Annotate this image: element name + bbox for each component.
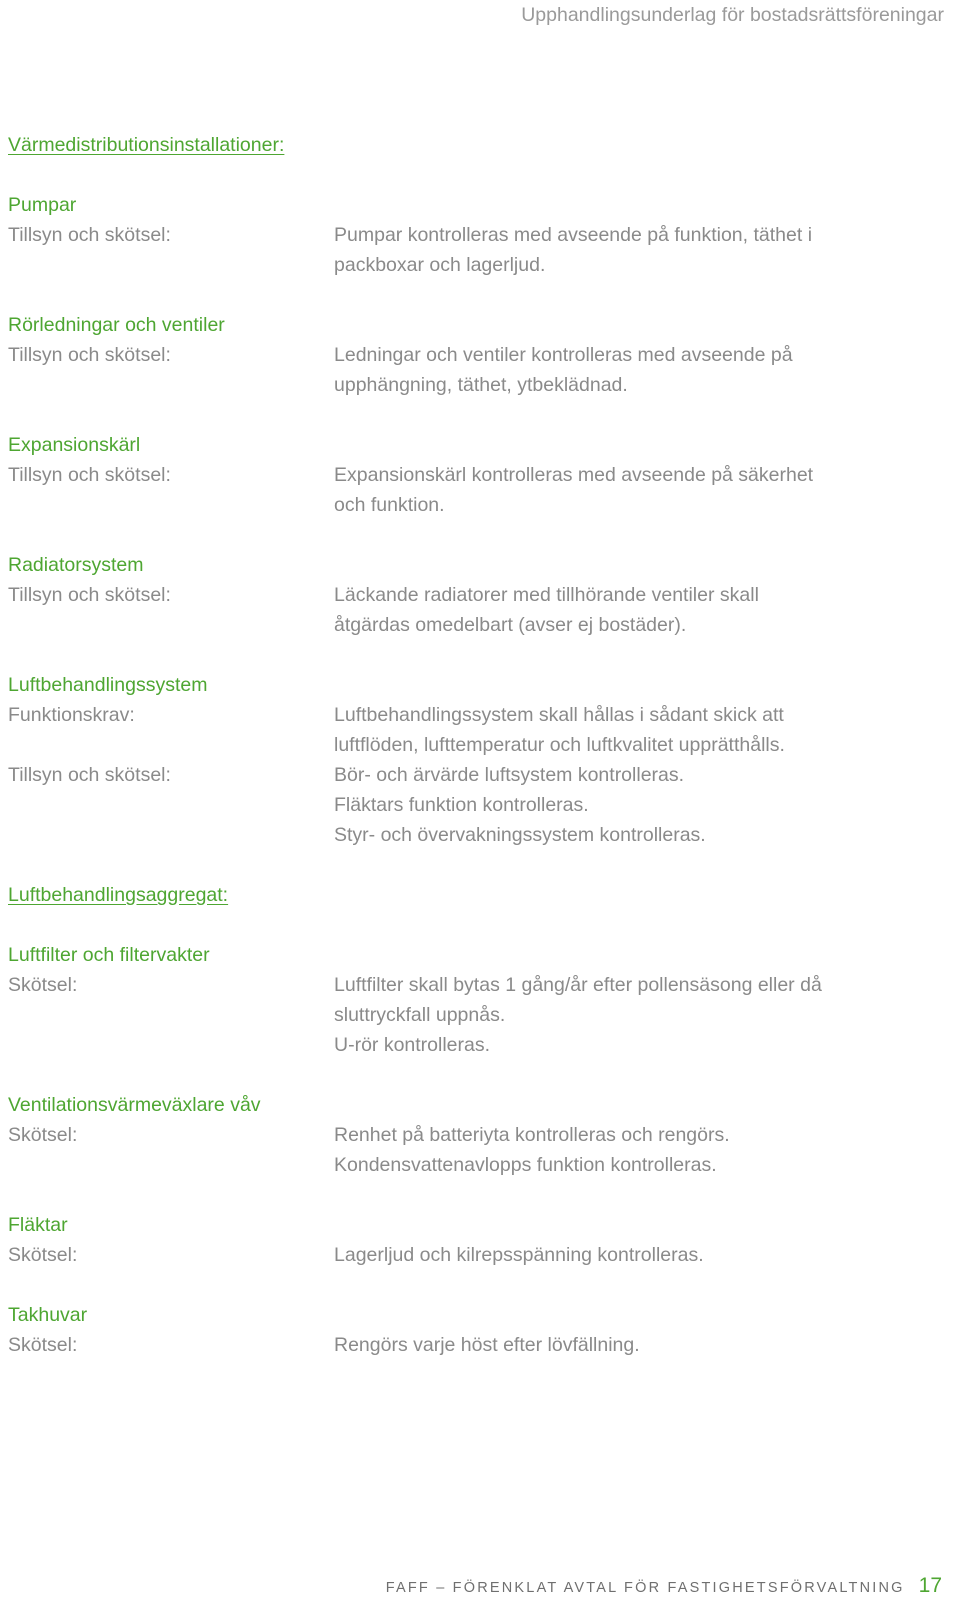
item-description — [334, 220, 874, 280]
item-label: Funktionskrav: — [8, 704, 135, 726]
item-name: Rörledningar och ventiler — [8, 314, 225, 336]
item-label: Tillsyn och skötsel: — [8, 584, 171, 606]
item-label: Skötsel: — [8, 1124, 78, 1146]
desc-line: Pumpar kontrolleras med avseende på funktion, täthet i — [334, 224, 813, 246]
item-label: Tillsyn och skötsel: — [8, 464, 171, 486]
item-name: Expansionskärl — [8, 434, 141, 456]
page-footer — [386, 1574, 942, 1598]
footer-text: FAFF – FÖRENKLAT AVTAL FÖR FASTIGHETSFÖRVALTNING — [385, 1580, 905, 1596]
item-label: Tillsyn och skötsel: — [8, 344, 171, 366]
item-luftbehandlingssystem — [8, 670, 908, 850]
item-name: Luftfilter och filtervakter — [8, 944, 210, 966]
desc-line: Expansionskärl kontrolleras med avseende på säkerhet — [334, 464, 814, 486]
section-title-varme: Värmedistributionsinstallationer: — [8, 134, 285, 156]
desc-line: Luftfilter skall bytas 1 gång/år efter pollensäsong eller då — [334, 974, 822, 996]
desc-line: Luftbehandlingssystem skall hållas i sådant skick att — [334, 704, 784, 726]
desc-line: Bör- och ärvärde luftsystem kontrolleras. — [334, 764, 685, 786]
page-header: Upphandlingsunderlag för bostadsrättsföreningar — [521, 4, 944, 26]
item-name: Radiatorsystem — [8, 554, 144, 576]
desc-line: luftflöden, lufttemperatur och luftkvalitet upprätthålls. — [334, 734, 785, 756]
item-description — [334, 460, 874, 520]
item-description — [334, 340, 874, 400]
item-label: Tillsyn och skötsel: — [8, 764, 171, 786]
item-luftfilter — [8, 940, 908, 1060]
item-description — [334, 580, 874, 640]
desc-line: packboxar och lagerljud. — [334, 254, 546, 276]
item-label: Tillsyn och skötsel: — [8, 224, 171, 246]
item-description — [334, 1330, 874, 1360]
item-name: Takhuvar — [8, 1304, 88, 1326]
item-label: Skötsel: — [8, 974, 78, 996]
item-description — [334, 970, 874, 1060]
item-expansionskarl — [8, 430, 908, 520]
item-takhuvar — [8, 1300, 908, 1360]
item-radiatorsystem — [8, 550, 908, 640]
desc-line: Kondensvattenavlopps funktion kontrolleras. — [334, 1154, 717, 1176]
item-name: Ventilationsvärmeväxlare våv — [8, 1094, 261, 1116]
item-rorledningar — [8, 310, 908, 400]
desc-line: åtgärdas omedelbart (avser ej bostäder). — [334, 614, 687, 636]
item-flaktar — [8, 1210, 908, 1270]
desc-line: Rengörs varje höst efter lövfällning. — [334, 1334, 640, 1356]
item-description — [334, 1240, 874, 1270]
item-name: Luftbehandlingssystem — [8, 674, 208, 696]
desc-line: U-rör kontrolleras. — [334, 1034, 491, 1056]
document-body — [8, 130, 908, 1390]
desc-line: sluttryckfall uppnås. — [334, 1004, 506, 1026]
desc-line: Styr- och övervakningssystem kontrolleras. — [334, 824, 706, 846]
item-description — [334, 700, 874, 850]
desc-line: Lagerljud och kilrepsspänning kontrolleras. — [334, 1244, 704, 1266]
item-name: Pumpar — [8, 194, 77, 216]
desc-line: upphängning, täthet, ytbeklädnad. — [334, 374, 628, 396]
desc-line: Ledningar och ventiler kontrolleras med avseende på — [334, 344, 793, 366]
page-number: 17 — [918, 1574, 942, 1597]
item-description — [334, 1120, 874, 1180]
item-labels — [8, 700, 334, 850]
item-label: Skötsel: — [8, 1244, 78, 1266]
desc-line: Renhet på batteriyta kontrolleras och rengörs. — [334, 1124, 730, 1146]
item-pumpar — [8, 190, 908, 280]
item-label: Skötsel: — [8, 1334, 78, 1356]
item-name: Fläktar — [8, 1214, 68, 1236]
item-vvx — [8, 1090, 908, 1180]
desc-line: Läckande radiatorer med tillhörande ventiler skall — [334, 584, 759, 606]
section-title-aggregat: Luftbehandlingsaggregat: — [8, 884, 229, 906]
desc-line: Fläktars funktion kontrolleras. — [334, 794, 589, 816]
desc-line: och funktion. — [334, 494, 445, 516]
